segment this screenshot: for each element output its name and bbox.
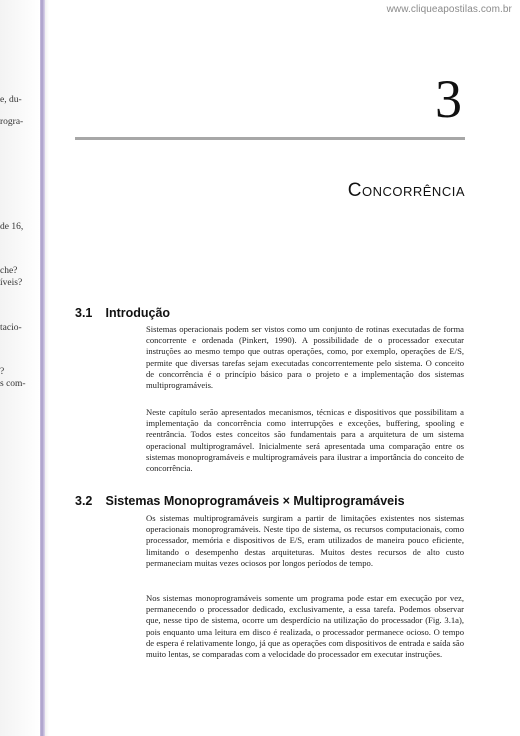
body-paragraph: Nos sistemas monoprogramáveis somente um programa pode estar em execução por vez, permanecendo o processador dedicado, exclusivamente, a essa tarefa. Podemos observar que, nesse tipo de sistema, ocorre um desperdício na utilização do processador (Fig. 3.1a), pois enquanto uma leitura em disco é realizada, o processador permanece ocioso. O tempo de espera é relativamente longo, já que as operações com dispositivos de entrada e saída são muito lentas, se comparadas com a velocidade do processador em executar instruções.: [146, 593, 464, 660]
section-number: 3.1: [75, 306, 93, 320]
left-page-fragment: tacio-: [0, 323, 22, 333]
body-paragraph: Neste capítulo serão apresentados mecanismos, técnicas e dispositivos que possibilitam a implementação da concorrência como interrupções e exceções, buffering, spooling e reentrância. Todos estes conceitos são fundamentais para a arquitetura de um sistema operacional multiprogramável. Inicialmente será apresentada uma comparação entre os sistemas monoprogramáveis e multiprogramáveis para ilustrar a importância do conceito de concorrência.: [146, 407, 464, 474]
section-title: Sistemas Monoprogramáveis × Multiprogramáveis: [105, 494, 405, 508]
left-page-fragment: s com-: [0, 379, 26, 389]
body-paragraph: Os sistemas multiprogramáveis surgiram a partir de limitações existentes nos sistemas operacionais monoprogramáveis. Neste tipo de sistema, os recursos computacionais, como processador, memória e dispositivos de E/S, eram utilizados de maneira pouco eficiente, limitando o desempenho destas arquiteturas. Muitos destes recursos de alto custo permaneciam muitas vezes ociosos por longos períodos de tempo.: [146, 513, 464, 568]
left-page-fragment: che?: [0, 266, 18, 276]
spine-shadow: [45, 0, 49, 736]
left-page-fragment: de 16,: [0, 222, 24, 232]
section-heading: [75, 306, 170, 320]
chapter-number: 3: [435, 69, 462, 129]
left-page-fragment: rogra-: [0, 117, 24, 127]
section-heading: [75, 494, 405, 508]
body-paragraph: Sistemas operacionais podem ser vistos como um conjunto de rotinas executadas de forma concorrente e ordenada (Pinkert, 1990). A possibilidade de o processador executar instruções ao mesmo tempo que outras operações, como, por exemplo, operações de E/S, permite que diversas tarefas sejam executadas concorrentemente pelo sistema. O conceito de concorrência é o princípio básico para o projeto e a implementação dos sistemas multiprogramáveis.: [146, 324, 464, 391]
watermark-url: www.cliqueapostilas.com.br: [386, 4, 512, 15]
left-page-fragment: e, du-: [0, 95, 22, 105]
left-page-fragment: íveis?: [0, 278, 23, 288]
section-title: Introdução: [105, 306, 171, 320]
section-number: 3.2: [75, 494, 93, 508]
left-page-margin: [0, 0, 40, 736]
chapter-divider: [75, 137, 465, 140]
chapter-title: Concorrência: [347, 180, 465, 201]
left-page-fragment: ?: [0, 367, 5, 377]
